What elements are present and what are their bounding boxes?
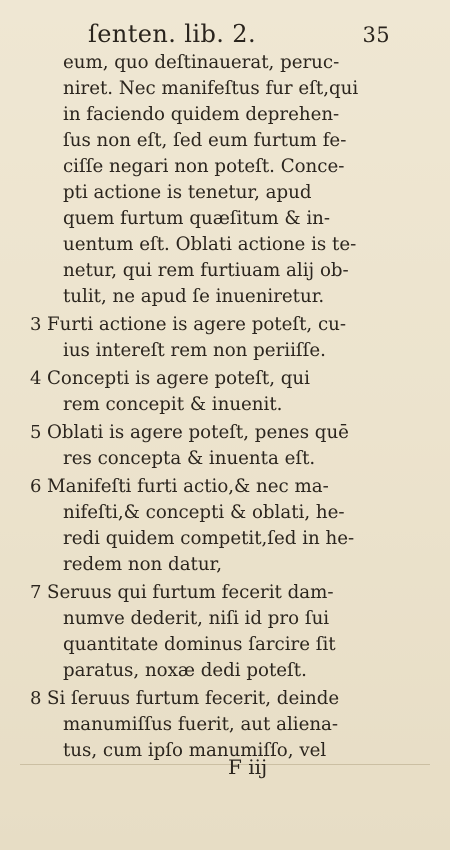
text-line: Manifeſti furti actio,& nec ma- — [47, 476, 329, 497]
text-line: ius intereſt rem non periiſſe. — [63, 340, 326, 361]
page-edge-rule — [20, 764, 430, 765]
text-line: uentum eſt. Oblati actione is te- — [63, 234, 357, 255]
running-title: ſenten. lib. 2. — [88, 20, 256, 48]
text-line: quantitate dominus ſarcire ſit — [63, 634, 336, 655]
paragraph-number: 5 — [30, 422, 42, 443]
text-line: numve dederit, niſi id pro ſui — [63, 608, 330, 629]
text-line: Si ſeruus furtum fecerit, deinde — [47, 688, 340, 709]
page-number: 35 — [362, 23, 390, 47]
text-line: Concepti is agere poteſt, qui — [47, 368, 310, 389]
text-line: manumiſſus fuerit, aut aliena- — [63, 714, 339, 735]
text-line: in faciendo quidem deprehen- — [63, 104, 340, 125]
paragraph-number: 6 — [30, 476, 42, 497]
text-line: redi quidem competit,ſed in he- — [63, 528, 355, 549]
text-line: redem non datur, — [63, 554, 223, 575]
paragraph-number: 3 — [30, 314, 42, 335]
text-line: rem concepit & inuenit. — [63, 394, 283, 415]
text-line: res concepta & inuenta eſt. — [63, 448, 316, 469]
paragraph-number: 7 — [30, 582, 42, 603]
text-line: ſus non eſt, ſed eum furtum fe- — [63, 130, 347, 151]
text-line: eum, quo deſtinauerat, peruc- — [63, 52, 340, 73]
text-line: Oblati is agere poteſt, penes quē — [47, 422, 349, 443]
text-line: nifeſti,& concepti & oblati, he- — [63, 502, 345, 523]
text-line: pti actione is tenetur, apud — [63, 182, 312, 203]
text-line: Seruus qui furtum fecerit dam- — [47, 582, 334, 603]
text-line: Furti actione is agere poteſt, cu- — [47, 314, 347, 335]
signature-mark: F iij — [228, 755, 268, 779]
text-line: tulit, ne apud ſe inueniretur. — [63, 286, 325, 307]
text-line: tus, cum ipſo manumiſſo, vel — [63, 740, 327, 761]
paragraph-number: 4 — [30, 368, 42, 389]
text-line: paratus, noxæ dedi poteſt. — [63, 660, 307, 681]
text-line: quem furtum quæſitum & in- — [63, 208, 331, 229]
text-line: netur, qui rem furtiuam alij ob- — [63, 260, 349, 281]
paragraph-number: 8 — [30, 688, 42, 709]
text-line: niret. Nec manifeſtus fur eſt,qui — [63, 78, 359, 99]
text-line: ciſſe negari non poteſt. Conce- — [63, 156, 345, 177]
